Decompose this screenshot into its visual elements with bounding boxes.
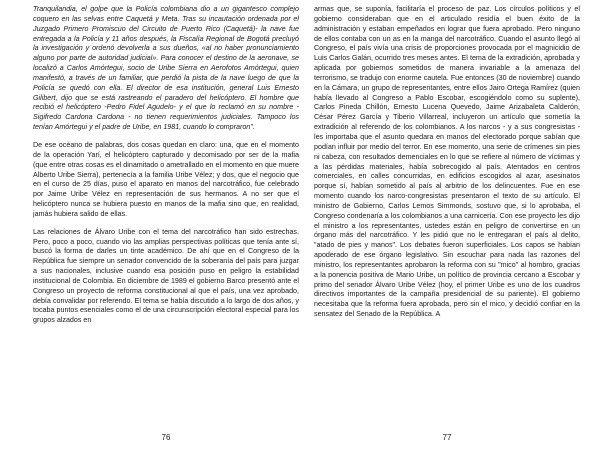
- left-page-number: 76: [161, 433, 171, 443]
- right-page-number: 77: [442, 433, 452, 443]
- right-page: [314, 5, 580, 450]
- left-page: [33, 5, 299, 450]
- left-paragraph-3: Las relaciones de Álvaro Uribe con el tema del narcotráfico han sido estrechas. Pero, poco a poco, cuando vio las amplias perspectivas políticas que tenía ante sí, buscó la forma de darles un tinte académico. De ahí que en el Congreso de la República fue siempre un senador convencido de la soberanía del país para juzgar a sus nacionales, inclusive cuando esa posición puso en peligro la estabilidad institucional de Colombia. En diciembre de 1989 el gobierno Barco presentó ante el Congreso un proyecto de reforma constitucional al que el país, una vez aprobado, debía convalidar por referendo. El tema se había discutido a lo largo de dos años, y tocaba puntos esenciales como el de una circunscripción electoral especial para los grupos alzados en: [33, 227, 299, 325]
- right-paragraph-1: armas que, se suponía, facilitaría el proceso de paz. Los círculos políticos y el gobierno consideraban que en el articulado residía el buen éxito de la administración y estaban empeñados en lograr que fuera aprobado. Pero ninguno de ellos contaba con un as en la manga del narcotráfico. Cuando el asunto llegó al Congreso, el país vivía una crisis de proporciones provocada por el magnicidio de Luis Carlos Galán, ocurrido tres meses antes. El tema de la extradición, aprobada y aplicada por gobiernos sometidos de manera invariable a la amenaza del terrorismo, se tradujo con enorme cautela. Fue entonces (30 de noviembre) cuando en la Cámara, un grupo de representantes, entre ellos Jairo Ortega Ramírez (quien había llevado al Congreso a Pablo Escobar, escogiéndolo como su suplente), Carlos Pineda Chillón, Ernesto Lucena Quevedo, Jaime Arizabaleta Calderón, César Pérez García y Tiberio Villarreal, incluyeron un artículo que sometía la extradición al referendo de los colombianos. A los narcos - y a sus congresistas - les importaba que el asunto quedara en manos del electorado porque sabían que podían influir por medio del terror. En ese momento, una serie de crímenes sin pies ni cabeza, con resultados demenciales en lo que se refiere al número de víctimas y a las pérdidas materiales, había sobrecogido al país. Atentados en centros comerciales, en calles concurridas, en edificios escogidos al azar, asesinatos porque sí, habían sometido al país al arbitrio de los delincuentes. Fue en ese momento cuando los narco-congresistas presentaron el texto de su artículo. El ministro de Gobierno, Carlos Lemos Simmonds, sostuvo que, si lo aprobaba, el Congreso condenaría a los colombianos a una carnicería. Con ese proyecto les dijo el ministro a los representantes, ustedes están en peligro de convertirse en un órgano más del narcotráfico. Y les pidió que no le entregaran el país al delito, "atado de pies y manos". Los debates fueron superficiales. Los capos se habían apoderado de ese órgano legislativo. Sin escuchar para nada las razones del ministro, los representantes aprobaron la reforma con su "mico" al hombro, gracias a la ponencia positiva de Mario Uribe, un político de provincia cercano a Escobar y primo del senador Álvaro Uribe Vélez (hoy, el primer Uribe es uno de los cuadros directivos importantes de la campaña presidencial de su pariente). El gobierno necesitaba que la reforma fuera aprobada, pero sin el mico, y decidió confiar en la sensatez del Senado de la República. A: [314, 5, 580, 319]
- left-page-content: [33, 5, 299, 429]
- left-paragraph-2: De ese océano de palabras, dos cosas quedan en claro: una, que en el momento de la operación Yarí, el helicóptero capturado y decomisado por ser de la mafia (que entre otras cosas es el dinamitado o ametrallado en el momento en que muere Alberto Uribe Sierra), pertenecía a la familia Uribe Vélez; y dos, que el negocio que en el curso de 25 días, puso el aparato en manos del narcotráfico, fue celebrado por Jaime Uribe Vélez en representación de sus hermanos. A no ser que el helicóptero nunca se hubiera puesto en manos de la mafia sino que, en realidad, jamás hubiera salido de ellas.: [33, 140, 299, 218]
- left-paragraph-1: Tranquilandia, el golpe que la Policía colombiana dio a un gigantesco complejo coquero en las selvas entre Caquetá y Meta. Tras su incautación ordenada por el Juzgado Primero Promiscuo del Circuito de Puerto Rico (Caquetá)- la nave fue entregada a la Policía y 11 años después, la Fiscalía Regional de Bogotá precluyó la investigación y ordenó devolverla a sus dueños, «al no haber pronunciamiento alguno por parte de autoridad judicial». Para conocer el destino de la aeronave, se localizó a Carlos Amórtegui, socio de Uribe Sierra en Aerofotos Amórtegui, quien manifestó, a través de un familiar, que perdió la pista de la nave luego de que la Policía se quedó con ella. El director de esa institución, general Luis Ernesto Gilibert, dijo que se está rastreando el paradero del helicóptero. El hombre que recibió el helicóptero -Pedro Fidel Agudelo- y el que lo reclamó en su nombre - Sigifredo Cardona Cardona - no tienen requerimientos judiciales. Tampoco los tenían Amórtegui y el padre de Uribe, en 1981, cuando lo compraron".: [33, 5, 299, 132]
- right-page-content: [314, 5, 580, 429]
